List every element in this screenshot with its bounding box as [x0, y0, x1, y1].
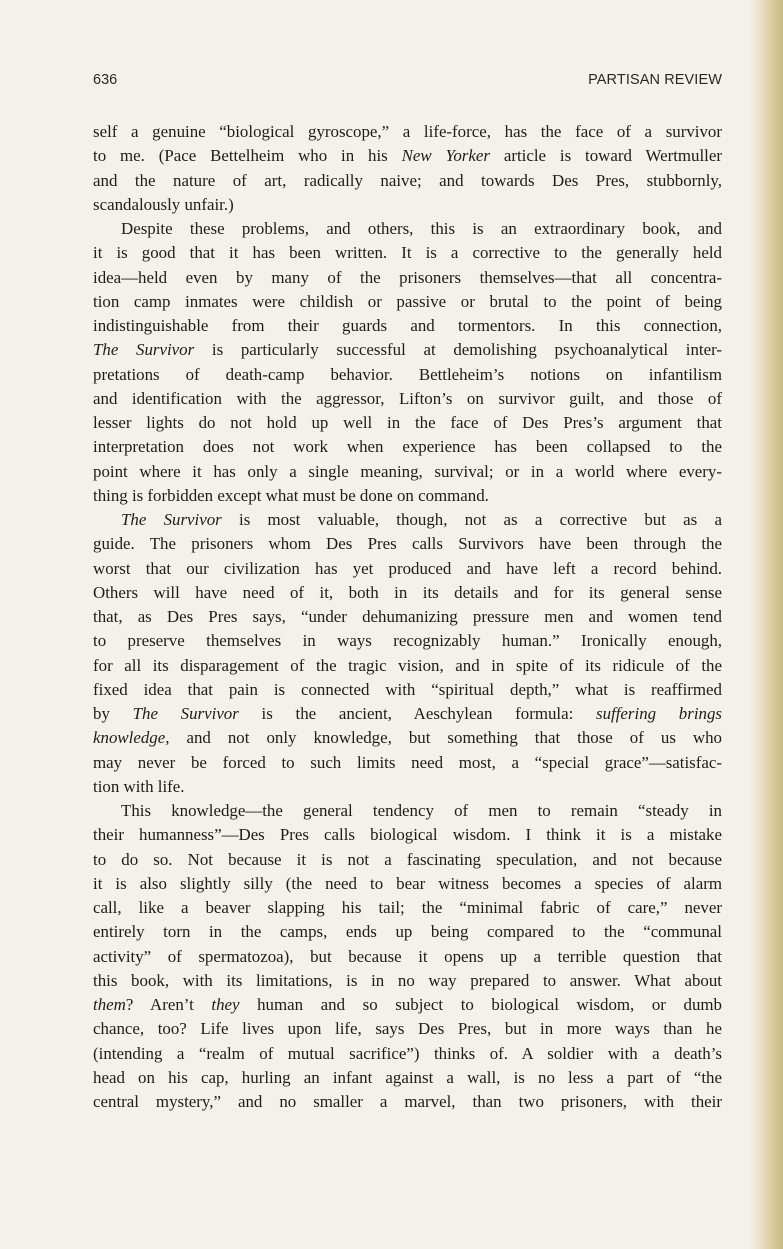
- text-run: lesser lights do not hold up well in the face of Des Pres’s argument that: [93, 413, 722, 432]
- text-line: [93, 338, 722, 362]
- text-run: by: [93, 704, 133, 723]
- text-line: [93, 363, 722, 387]
- text-line: [93, 460, 722, 484]
- text-run: that, as Des Pres says, “under dehumanizing pressure men and women tend: [93, 607, 722, 626]
- text-line: [93, 314, 722, 338]
- text-line: [93, 605, 722, 629]
- text-line: [93, 969, 722, 993]
- text-run: This knowledge—the general tendency of men to remain “steady in: [121, 801, 722, 820]
- italic-text: them: [93, 995, 126, 1014]
- text-run: it is good that it has been written. It is a corrective to the generally held: [93, 243, 722, 263]
- text-line: [93, 1090, 722, 1114]
- text-run: interpretation does not work when experience has been collapsed to the: [93, 437, 722, 457]
- article-body: [93, 120, 722, 1114]
- text-run: article is toward Wertmuller: [489, 146, 722, 166]
- text-run: ? Aren’t: [125, 995, 212, 1014]
- text-line: [93, 678, 722, 702]
- text-run: to me. (Pace Bettelheim who in his: [93, 146, 402, 166]
- text-run: Despite these problems, and others, this is an extraordinary book, and: [121, 219, 722, 238]
- text-run: Others will have need of it, both in its details and for its general sense: [93, 582, 722, 602]
- text-run: (intending a “realm of mutual sacrifice”) thinks of. A soldier with a death’s: [93, 1043, 722, 1063]
- text-line: [93, 144, 722, 168]
- text-line: [93, 532, 722, 556]
- text-run: entirely torn in the camps, ends up being compared to the “communal: [93, 922, 722, 942]
- text-line: [93, 241, 722, 265]
- text-run: idea—held even by many of the prisoners themselves—that all concentra-: [93, 267, 722, 287]
- text-run: to preserve themselves in ways recognizably human.” Ironically enough,: [93, 631, 722, 651]
- text-run: activity” of spermatozoa), but because it opens up a terrible question that: [93, 946, 722, 966]
- text-run: fixed idea that pain is connected with “spiritual depth,” what is reaffirmed: [93, 679, 722, 699]
- text-run: self a genuine “biological gyroscope,” a life-force, has the face of a survivor: [93, 122, 722, 141]
- running-title: PARTISAN REVIEW: [588, 72, 722, 88]
- text-line: [93, 581, 722, 605]
- text-line: [93, 411, 722, 435]
- text-line: [93, 799, 722, 823]
- text-run: and identification with the aggressor, Lifton’s on survivor guilt, and those of: [93, 388, 722, 408]
- text-line: [93, 484, 722, 508]
- text-line: [93, 920, 722, 944]
- italic-text: The Survivor: [132, 704, 239, 723]
- text-run: worst that our civilization has yet produced and have left a record behind.: [93, 558, 722, 578]
- text-run: may never be forced to such limits need most, a “special grace”—satisfac-: [93, 752, 722, 772]
- text-line: [93, 751, 722, 775]
- text-line: [93, 896, 722, 920]
- text-line: [93, 702, 722, 726]
- text-line: [93, 290, 722, 314]
- text-line: [93, 217, 722, 241]
- text-line: [93, 508, 722, 532]
- italic-text: The Survivor: [121, 510, 222, 529]
- italic-text: they: [211, 995, 240, 1014]
- text-run: tion with life.: [93, 776, 185, 796]
- text-run: point where it has only a single meaning, survival; or in a world where every-: [93, 461, 722, 481]
- text-run: for all its disparagement of the tragic vision, and in spite of its ridicule of the: [93, 655, 722, 675]
- italic-text: The Survivor: [93, 340, 195, 360]
- page-edge-shadow: [749, 0, 783, 1249]
- text-line: [93, 945, 722, 969]
- text-run: chance, too? Life lives upon life, says Des Pres, but in more ways than he: [93, 1019, 722, 1039]
- text-run: scandalously unfair.): [93, 194, 234, 214]
- italic-text: New Yorker: [401, 146, 490, 166]
- paragraph: [93, 799, 722, 1114]
- text-run: head on his cap, hurling an infant against a wall, is no less a part of “the: [93, 1067, 722, 1087]
- italic-text: knowledge: [93, 728, 166, 748]
- text-run: guide. The prisoners whom Des Pres calls Survivors have been through the: [93, 534, 722, 554]
- text-run: is most valuable, though, not as a corrective but as a: [221, 510, 722, 529]
- text-run: call, like a beaver slapping his tail; the “minimal fabric of care,” never: [93, 898, 722, 917]
- text-line: [93, 726, 722, 750]
- text-line: [93, 120, 722, 144]
- text-line: [93, 169, 722, 193]
- text-run: thing is forbidden except what must be done on command.: [93, 485, 489, 505]
- text-line: [93, 435, 722, 459]
- text-run: is the ancient, Aeschylean formula:: [238, 704, 597, 723]
- text-line: [93, 193, 722, 217]
- italic-text: suffering brings: [596, 704, 722, 723]
- paragraph: [93, 508, 722, 799]
- text-line: [93, 1066, 722, 1090]
- page-number: 636: [93, 72, 118, 88]
- text-run: this book, with its limitations, is in no way prepared to answer. What about: [93, 970, 722, 990]
- text-line: [93, 872, 722, 896]
- text-line: [93, 629, 722, 653]
- text-line: [93, 775, 722, 799]
- text-run: tion camp inmates were childish or passive or brutal to the point of being: [93, 291, 722, 311]
- text-line: [93, 266, 722, 290]
- running-header: [93, 72, 722, 92]
- paragraph: [93, 120, 722, 217]
- paragraph: [93, 217, 722, 508]
- text-line: [93, 848, 722, 872]
- text-line: [93, 1042, 722, 1066]
- text-run: pretations of death-camp behavior. Bettleheim’s notions on infantilism: [93, 364, 722, 384]
- text-run: indistinguishable from their guards and tormentors. In this connection,: [93, 316, 722, 335]
- text-line: [93, 654, 722, 678]
- text-run: to do so. Not because it is not a fascinating speculation, and not because: [93, 849, 722, 869]
- text-run: it is also slightly silly (the need to bear witness becomes a species of alarm: [93, 873, 722, 893]
- text-run: human and so subject to biological wisdom, or dumb: [239, 995, 722, 1014]
- text-run: is particularly successful at demolishing psychoanalytical inter-: [194, 340, 722, 360]
- text-run: and the nature of art, radically naive; and towards Des Pres, stubbornly,: [93, 170, 722, 190]
- text-line: [93, 1017, 722, 1041]
- text-line: [93, 993, 722, 1017]
- text-run: their humanness”—Des Pres calls biological wisdom. I think it is a mistake: [93, 825, 722, 845]
- text-line: [93, 557, 722, 581]
- text-line: [93, 823, 722, 847]
- text-run: central mystery,” and no smaller a marvel, than two prisoners, with their: [93, 1092, 722, 1111]
- text-run: , and not only knowledge, but something that those of us who: [165, 728, 722, 748]
- text-line: [93, 387, 722, 411]
